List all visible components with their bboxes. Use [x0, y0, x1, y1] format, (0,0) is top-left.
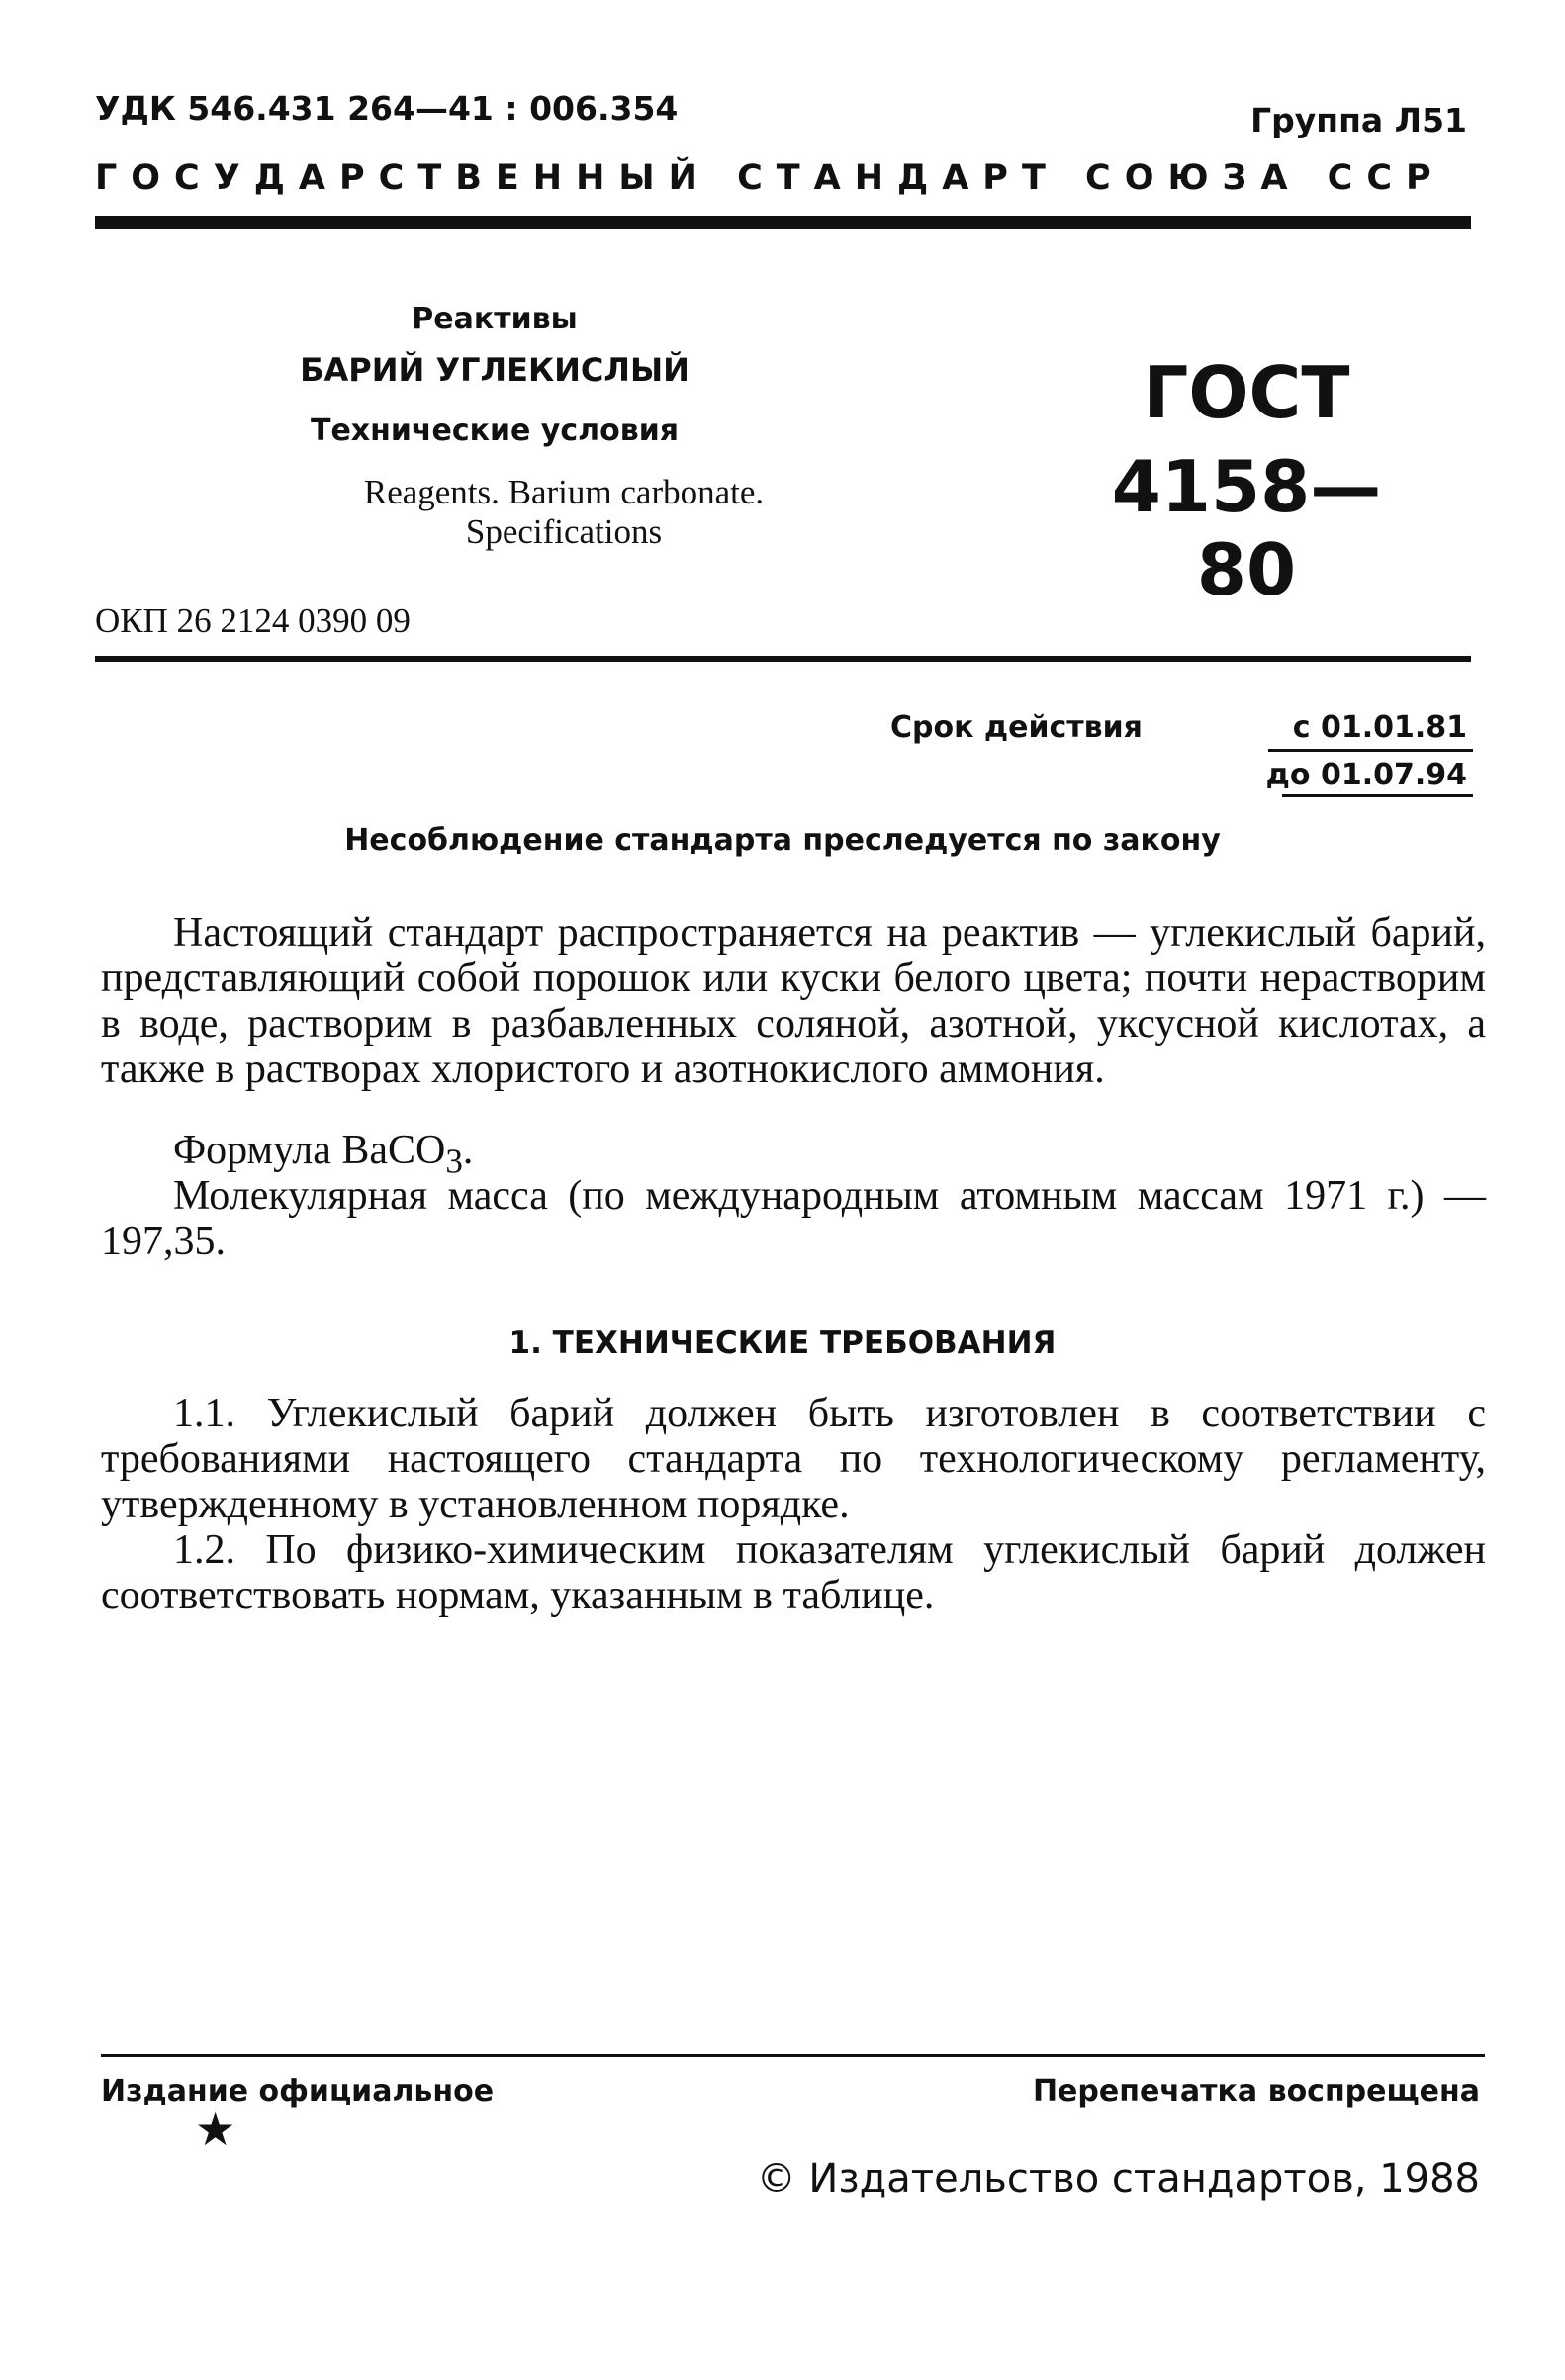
validity-label: Срок действия: [890, 710, 1143, 745]
product-name: БАРИЙ УГЛЕКИСЛЫЙ: [300, 351, 690, 389]
title-rule: [95, 656, 1471, 662]
formula-label: Формула: [173, 1128, 342, 1173]
gost-number: 4158—80: [1111, 445, 1382, 611]
formula-subscript: 3: [445, 1142, 463, 1181]
gost-label: ГОСТ: [1143, 351, 1350, 434]
specifications-label: Технические условия: [311, 413, 679, 448]
official-edition: Издание официальное: [101, 2074, 495, 2109]
validity-rule-bottom: [1282, 794, 1473, 797]
group-code: Группа Л51: [1250, 101, 1467, 139]
english-title: [297, 473, 831, 552]
reagents-label: Реактивы: [412, 302, 578, 336]
valid-from: с 01.01.81: [1292, 710, 1467, 745]
formula-main: BaCO: [341, 1128, 446, 1173]
legal-notice: Несоблюдение стандарта преследуется по закону: [344, 823, 1221, 858]
state-standard-title: ГОСУДАРСТВЕННЫЙ СТАНДАРТ СОЮЗА ССР: [95, 158, 1445, 198]
formula-end: .: [462, 1128, 474, 1173]
udk-code: УДК 546.431 264—41 : 006.354: [95, 89, 679, 128]
english-title-line2: Specifications: [465, 512, 663, 551]
section-heading: 1. ТЕХНИЧЕСКИЕ ТРЕБОВАНИЯ: [508, 1326, 1057, 1361]
intro-paragraph: Настоящий стандарт распространяется на реактив — углекислый барий, представляющий собой порошок или куски белого цвета; почти нерастворим в воде, растворим в разбавленных соляной, азотной, уксусной кислотах, а также в растворах хлористого и азотнокислого аммония.: [101, 910, 1486, 1092]
footer-rule: [101, 2054, 1485, 2057]
reprint-prohibited: Перепечатка воспрещена: [1032, 2074, 1480, 2109]
english-title-line1: Reagents. Barium carbonate.: [363, 473, 765, 511]
header-rule: [95, 216, 1471, 229]
clause-1-1: 1.1. Углекислый барий должен быть изготовлен в соответствии с требованиями настоящего стандарта по технологическому регламенту, утвержденному в установленном порядке.: [101, 1391, 1486, 1527]
publisher-copyright: © Издательство стандартов, 1988: [756, 2156, 1480, 2202]
okp-code: ОКП 26 2124 0390 09: [95, 601, 411, 640]
star-icon: ★: [195, 2102, 236, 2155]
valid-to: до 01.07.94: [1265, 758, 1467, 792]
molecular-mass: Молекулярная масса (по международным атомным массам 1971 г.) — 197,35.: [101, 1173, 1486, 1264]
clause-1-2: 1.2. По физико-химическим показателям углекислый барий должен соответствовать нормам, указанным в таблице.: [101, 1527, 1486, 1618]
validity-rule: [1268, 749, 1473, 752]
